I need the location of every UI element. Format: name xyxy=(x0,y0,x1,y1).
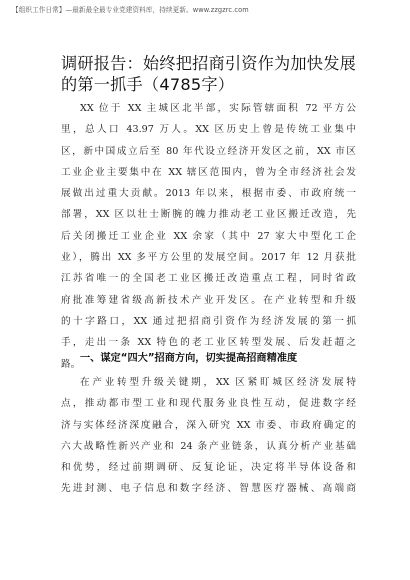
text-line: 手，走出一条 XX 特色的老工业区转型发展、后发赶超之 xyxy=(61,337,356,349)
text-line: 府批准筹建省级高新技术产业开发区。在产业转型和升级 xyxy=(61,294,356,306)
section-heading: 一、谋定“四大”招商方向，切实提高招商精准度 xyxy=(80,353,298,364)
header-text: 【组织工作日常】—最新最全最专业党建资料库，持续更新。www.zzgzrc.com xyxy=(12,6,249,14)
text-line: 点，推动都市型工业和现代服务业良性互动，促进数字经 xyxy=(61,398,356,410)
text-line: 工业企业主要集中在 XX 辖区范围内，曾为全市经济社会发 xyxy=(61,166,356,178)
text-line: 展做出过重大贡献。2013 年以来，根据市委、市政府统一 xyxy=(61,188,356,200)
header-bar xyxy=(0,0,410,16)
title-line-2: 的第一抓手（4785字） xyxy=(61,75,235,94)
text-line: 的十字路口，XX 通过把招商引资作为经济发展的第一抓 xyxy=(61,315,356,327)
text-line: 济与实体经济深度融合，深入研究 XX 市委、市政府确定的 xyxy=(61,419,356,431)
text-line: 部署，XX 区以壮士断腕的魄力推动老工业区搬迁改造，先 xyxy=(61,209,356,221)
text-line: 在产业转型升级关键期，XX 区紧盯城区经济发展特 xyxy=(80,377,356,388)
text-line: 后关闭搬迁工业企业 XX 余家（其中 27 家大中型化工企 xyxy=(61,230,356,242)
text-line: 区，新中国成立后至 80 年代设立经济开发区之前，XX 市区 xyxy=(61,145,356,157)
text-line: XX 位于 XX 主城区北半部，实际管辖面积 72 平方公 xyxy=(80,103,356,114)
text-line: 路。 xyxy=(61,358,81,370)
text-line: 先进封测、电子信息和数字经济、智慧医疗器械、高端商 xyxy=(61,483,356,495)
title-line-1: 调研报告：始终把招商引资作为加快发展 xyxy=(61,54,356,73)
text-line: 和优势，经过前期调研、反复论证，决定将半导体设备和 xyxy=(61,462,356,474)
text-line: 六大战略性新兴产业和 24 条产业链条，认真分析产业基础 xyxy=(61,440,356,452)
text-line: 里，总人口 43.97 万人。XX 区历史上曾是传统工业集中 xyxy=(61,124,356,136)
text-line: 业），腾出 XX 多平方公里的发展空间。2017 年 12 月获批 xyxy=(61,252,356,264)
text-line: 江苏省唯一的全国老工业区搬迁改造重点工程，同时省政 xyxy=(61,273,356,285)
paragraph-2 xyxy=(61,372,356,500)
paragraph-1 xyxy=(61,98,356,375)
document-title xyxy=(61,53,361,95)
